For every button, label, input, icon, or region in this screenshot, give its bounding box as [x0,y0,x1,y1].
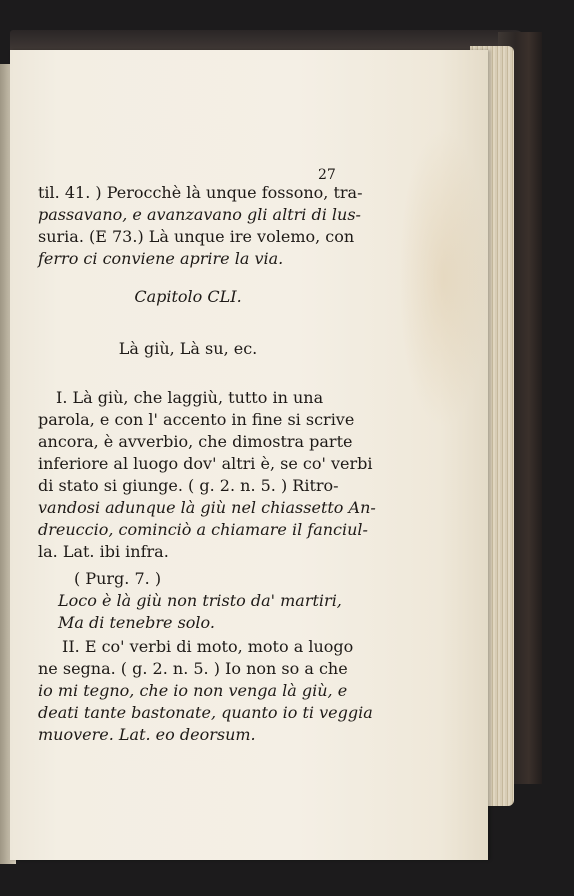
text-line: vandosi adunque là giù nel chiassetto An- [38,498,376,517]
text-line: di stato si giunge. ( g. 2. n. 5. ) Ritro- [38,476,339,495]
verse-line: Ma di tenebre solo. [58,613,215,632]
text-line: muovere. Lat. eo deorsum. [38,725,256,744]
text-line: til. 41. ) Perocchè là unque fossono, tra- [38,183,363,202]
chapter-heading: Capitolo CLI. [134,287,242,306]
text-line: parola, e con l' accento in fine si scrive [38,410,355,429]
page-number: 27 [318,167,336,183]
text-line: deati tante bastonate, quanto io ti veggia [38,703,373,722]
text-line: passavano, e avanzavano gli altri di lus- [38,205,361,224]
text-line: ne segna. ( g. 2. n. 5. ) Io non so a che [38,659,348,678]
section-title: Là giù, Là su, ec. [118,339,258,358]
text-line: inferiore al luogo dov' altri è, se co' verbi [38,454,373,473]
quotation-source: ( Purg. 7. ) [74,569,162,588]
text-line: ancora, è avverbio, che dimostra parte [38,432,353,451]
text-line: ferro ci conviene aprire la via. [38,249,284,268]
text-line: II. E co' verbi di moto, moto a luogo [62,637,354,656]
text-line: I. Là giù, che laggiù, tutto in una [56,388,324,407]
text-line: io mi tegno, che io non venga là giù, e [38,681,348,700]
verse-line: Loco è là giù non tristo da' martiri, [58,591,342,610]
text-line: suria. (E 73.) Là unque ire volemo, con [38,227,355,246]
paper-stain [398,128,488,428]
text-line: dreuccio, cominciò a chiamare il fanciul- [38,520,368,539]
text-line: la. Lat. ibi infra. [38,542,169,561]
